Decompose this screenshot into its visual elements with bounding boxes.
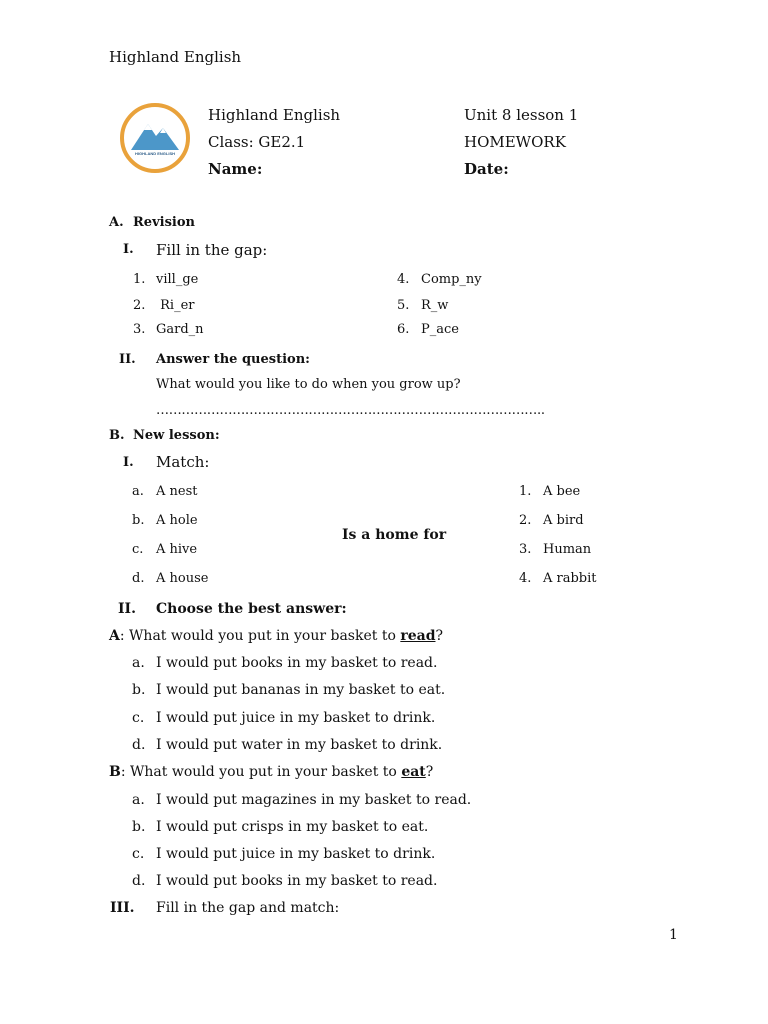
question-b-keyword: eat	[401, 764, 426, 780]
option-letter: a.	[132, 655, 145, 671]
option-text: I would put magazines in my basket to read.	[156, 792, 472, 808]
option-letter: c.	[132, 710, 145, 726]
match-left-item: A house	[156, 571, 209, 586]
page-number: 1	[669, 927, 678, 943]
homework-label: HOMEWORK	[464, 133, 566, 151]
match-title: Match:	[156, 453, 210, 471]
option-text: I would put crisps in my basket to eat.	[156, 819, 429, 835]
question-a-text: : What would you put in your basket to	[119, 628, 401, 644]
fill-item-word: vill_ge	[156, 272, 199, 287]
question-a-keyword: read	[400, 628, 436, 644]
option-letter: d.	[132, 737, 146, 753]
part-ii-roman: II.	[118, 601, 136, 617]
highland-english-logo	[115, 100, 195, 176]
match-left-item: A nest	[156, 484, 198, 499]
fill-match-title: Fill in the gap and match:	[156, 900, 340, 916]
option-text: I would put juice in my basket to drink.	[156, 710, 436, 726]
option-letter: a.	[132, 792, 145, 808]
section-a-heading: Revision	[133, 215, 195, 230]
option-letter: b.	[132, 682, 146, 698]
match-right-number: 1.	[519, 484, 532, 499]
question-a	[109, 628, 443, 644]
match-right-item: A bird	[543, 513, 584, 528]
option-text: I would put books in my basket to read.	[156, 873, 438, 889]
answer-question-title: Answer the question:	[156, 352, 310, 367]
match-right-item: Human	[543, 542, 592, 557]
fill-item-word: P_ace	[421, 322, 459, 337]
match-left-letter: b.	[132, 513, 145, 528]
fill-item-word: Ri_er	[156, 298, 195, 313]
option-letter: d.	[132, 873, 146, 889]
option-text: I would put water in my basket to drink.	[156, 737, 443, 753]
part-i-roman: I.	[123, 242, 134, 257]
fill-item-word: R_w	[421, 298, 449, 313]
match-left-letter: d.	[132, 571, 145, 586]
option-letter: b.	[132, 819, 146, 835]
option-text: I would put books in my basket to read.	[156, 655, 438, 671]
class-label: Class: GE2.1	[208, 133, 306, 151]
school-name: Highland English	[208, 106, 341, 124]
question-b-label: B	[109, 764, 121, 780]
match-right-number: 4.	[519, 571, 532, 586]
fill-item-number: 5.	[397, 298, 410, 313]
part-ii-roman: II.	[119, 352, 136, 367]
match-left-item: A hole	[156, 513, 198, 528]
match-connector-text: Is a home for	[342, 527, 447, 543]
question-b	[109, 764, 433, 780]
match-left-letter: a.	[132, 484, 144, 499]
match-left-item: A hive	[156, 542, 198, 557]
fill-item-word: Gard_n	[156, 322, 204, 337]
running-header: Highland English	[109, 48, 242, 66]
fill-item-number: 3.	[133, 322, 146, 337]
question-b-text: : What would you put in your basket to	[120, 764, 402, 780]
fill-item-number: 4.	[397, 272, 410, 287]
option-letter: c.	[132, 846, 145, 862]
section-a-letter: A.	[109, 215, 124, 230]
answer-dotted-line: ………………………………………………………………………………..	[156, 403, 545, 418]
fill-item-number: 1.	[133, 272, 146, 287]
fill-item-number: 2.	[133, 298, 146, 313]
question-a-end: ?	[435, 628, 444, 644]
section-b-heading: New lesson:	[133, 428, 220, 443]
match-right-number: 3.	[519, 542, 532, 557]
part-iii-roman: III.	[110, 900, 135, 916]
match-right-number: 2.	[519, 513, 532, 528]
choose-title: Choose the best answer:	[156, 601, 347, 617]
part-i-roman: I.	[123, 455, 134, 470]
fill-item-number: 6.	[397, 322, 410, 337]
match-left-letter: c.	[132, 542, 144, 557]
option-text: I would put bananas in my basket to eat.	[156, 682, 446, 698]
option-text: I would put juice in my basket to drink.	[156, 846, 436, 862]
date-label: Date:	[464, 160, 509, 178]
logo-text: HIGHLAND ENGLISH	[135, 151, 175, 156]
fill-item-word: Comp_ny	[421, 272, 482, 287]
name-label: Name:	[208, 160, 263, 178]
question-b-end: ?	[425, 764, 434, 780]
fill-gap-title: Fill in the gap:	[156, 241, 268, 259]
unit-label: Unit 8 lesson 1	[464, 106, 579, 124]
question-a-label: A	[109, 628, 120, 644]
question-text: What would you like to do when you grow up?	[156, 377, 461, 392]
match-right-item: A bee	[543, 484, 581, 499]
section-b-letter: B.	[109, 428, 125, 443]
match-right-item: A rabbit	[543, 571, 597, 586]
